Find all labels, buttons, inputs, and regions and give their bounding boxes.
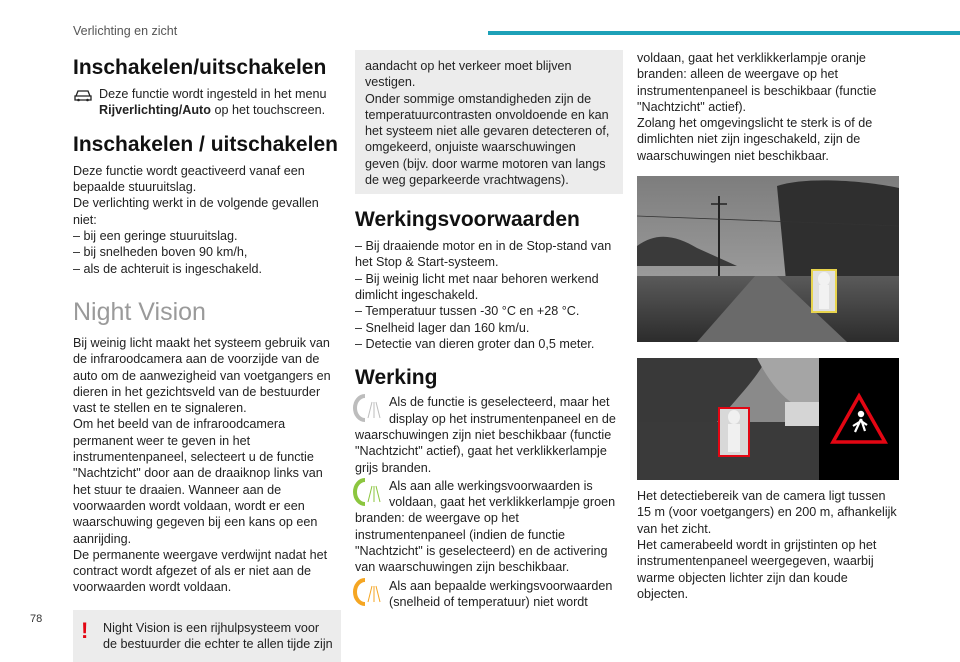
page-number: 78	[30, 613, 43, 625]
column-3	[637, 50, 902, 602]
operation-grey-text: Als de functie is geselecteerd, maar het display op het instrumentenpaneel en de waarschuwingen zijn niet beschikbaar (functie "Nachtzicht" actief), gaat het verklikkerlampje grijs branden.	[355, 395, 616, 475]
section-heading-inschakelen: Inschakelen/uitschakelen	[73, 56, 327, 79]
operation-heading: Werking	[355, 366, 438, 390]
column3-top-text: voldaan, gaat het verklikkerlampje oranje branden: alleen de weergave op het instrumentenpaneel is beschikbaar (functie "Nachtzicht" actief). Zolang het omgevingslicht te sterk is of de dimlichten niet zijn ingeschakeld, zijn de waarschuwingen niet beschikbaar.	[637, 51, 877, 163]
car-icon	[73, 88, 99, 107]
warning-text: Night Vision is een rijhulpsysteem voor de bestuurder die echter te allen tijde zijn	[103, 620, 333, 651]
night-vision-text: Bij weinig licht maakt het systeem gebruik van de infraroodcamera aan de voorzijde van de auto om de aanwezigheid van voetgangers en dieren in het gezichtsveld van de bestuurder vast te stellen en te signaleren. Om het beeld van de infraroodcamera permanent weer te geven in het instrumentenpaneel, selecteert u de functie "Nachtzicht" door aan de draaiknop links van het stuur te draaien. Wanneer aan de voorwaarden wordt voldaan, wordt er een waarschuwing gegeven bij een kans op een aanrijding. De permanente weergave verdwijnt nadat het contract wordt afgezet of als er niet aan de voorwaarden wordt voldaan.	[73, 335, 331, 595]
column-1	[73, 50, 341, 662]
list-item: – Detectie van dieren groter dan 0,5 meter.	[355, 336, 595, 351]
night-vision-green-icon	[355, 478, 389, 508]
infrared-street-pedestrian-image	[637, 176, 899, 342]
section-heading-inschakelen-2: Inschakelen / uitschakelen	[73, 132, 338, 156]
night-vision-heading: Night Vision	[73, 297, 206, 326]
header-accent-bar	[488, 31, 960, 35]
car-setting-text: Deze functie wordt ingesteld in het menu Rijverlichting/Auto op het touchscreen.	[99, 87, 327, 118]
night-vision-grey-icon	[355, 394, 389, 424]
conditions-list	[355, 238, 623, 352]
operation-green-text: Als aan alle werkingsvoorwaarden is voldaan, gaat het verklikkerlampje groen branden: de weergave op het instrumentenpaneel (indien de functie "Nachtzicht" is geselecteerd) en de activering van waarschuwingen zijn beschikbaar.	[355, 478, 616, 575]
list-item: – Snelheid lager dan 160 km/u.	[355, 320, 530, 335]
running-header: Verlichting en zicht	[73, 24, 178, 38]
column-2	[355, 50, 623, 610]
column3-bottom-text: Het detectiebereik van de camera ligt tussen 15 m (voor voetgangers) en 200 m, afhankelijk van het zicht. Het camerabeeld wordt in grijstinten op het instrumentenpaneel weergegeven, waarbij warme objecten lichter zijn dan koude objecten.	[637, 489, 897, 601]
continued-warning-box: aandacht op het verkeer moet blijven vestigen. Onder sommige omstandigheden zijn de temperatuurcontrasten onvoldoende en kan het systeem niet alle gevaren detecteren of, omgekeerd, onjuiste waarschuwingen geven (bijv. door warme motoren van langs de weg geparkeerde vrachtwagens).	[355, 50, 623, 194]
infrared-pedestrian-warning-image	[637, 358, 899, 480]
section2-text: Deze functie wordt geactiveerd vanaf een bepaalde stuuruitslag. De verlichting werkt in de volgende gevallen niet: – bij een geringe stuuruitslag. – bij snelheden boven 90 km/h, – als de achteruit is ingeschakeld.	[73, 163, 319, 276]
list-item: – Bij draaiende motor en in de Stop-stand van het Stop & Start-systeem.	[355, 239, 612, 270]
list-item: – Bij weinig licht met naar behoren werkend dimlicht ingeschakeld.	[355, 271, 599, 303]
night-vision-orange-icon	[355, 578, 389, 608]
conditions-heading: Werkingsvoorwaarden	[355, 208, 580, 231]
warning-exclamation-icon: !	[81, 617, 89, 643]
car-setting-row	[73, 86, 341, 119]
warning-box	[73, 610, 341, 662]
list-item: – Temperatuur tussen -30 °C en +28 °C.	[355, 304, 580, 319]
operation-orange-text: Als aan bepaalde werkingsvoorwaarden (snelheid of temperatuur) niet wordt	[355, 578, 623, 611]
